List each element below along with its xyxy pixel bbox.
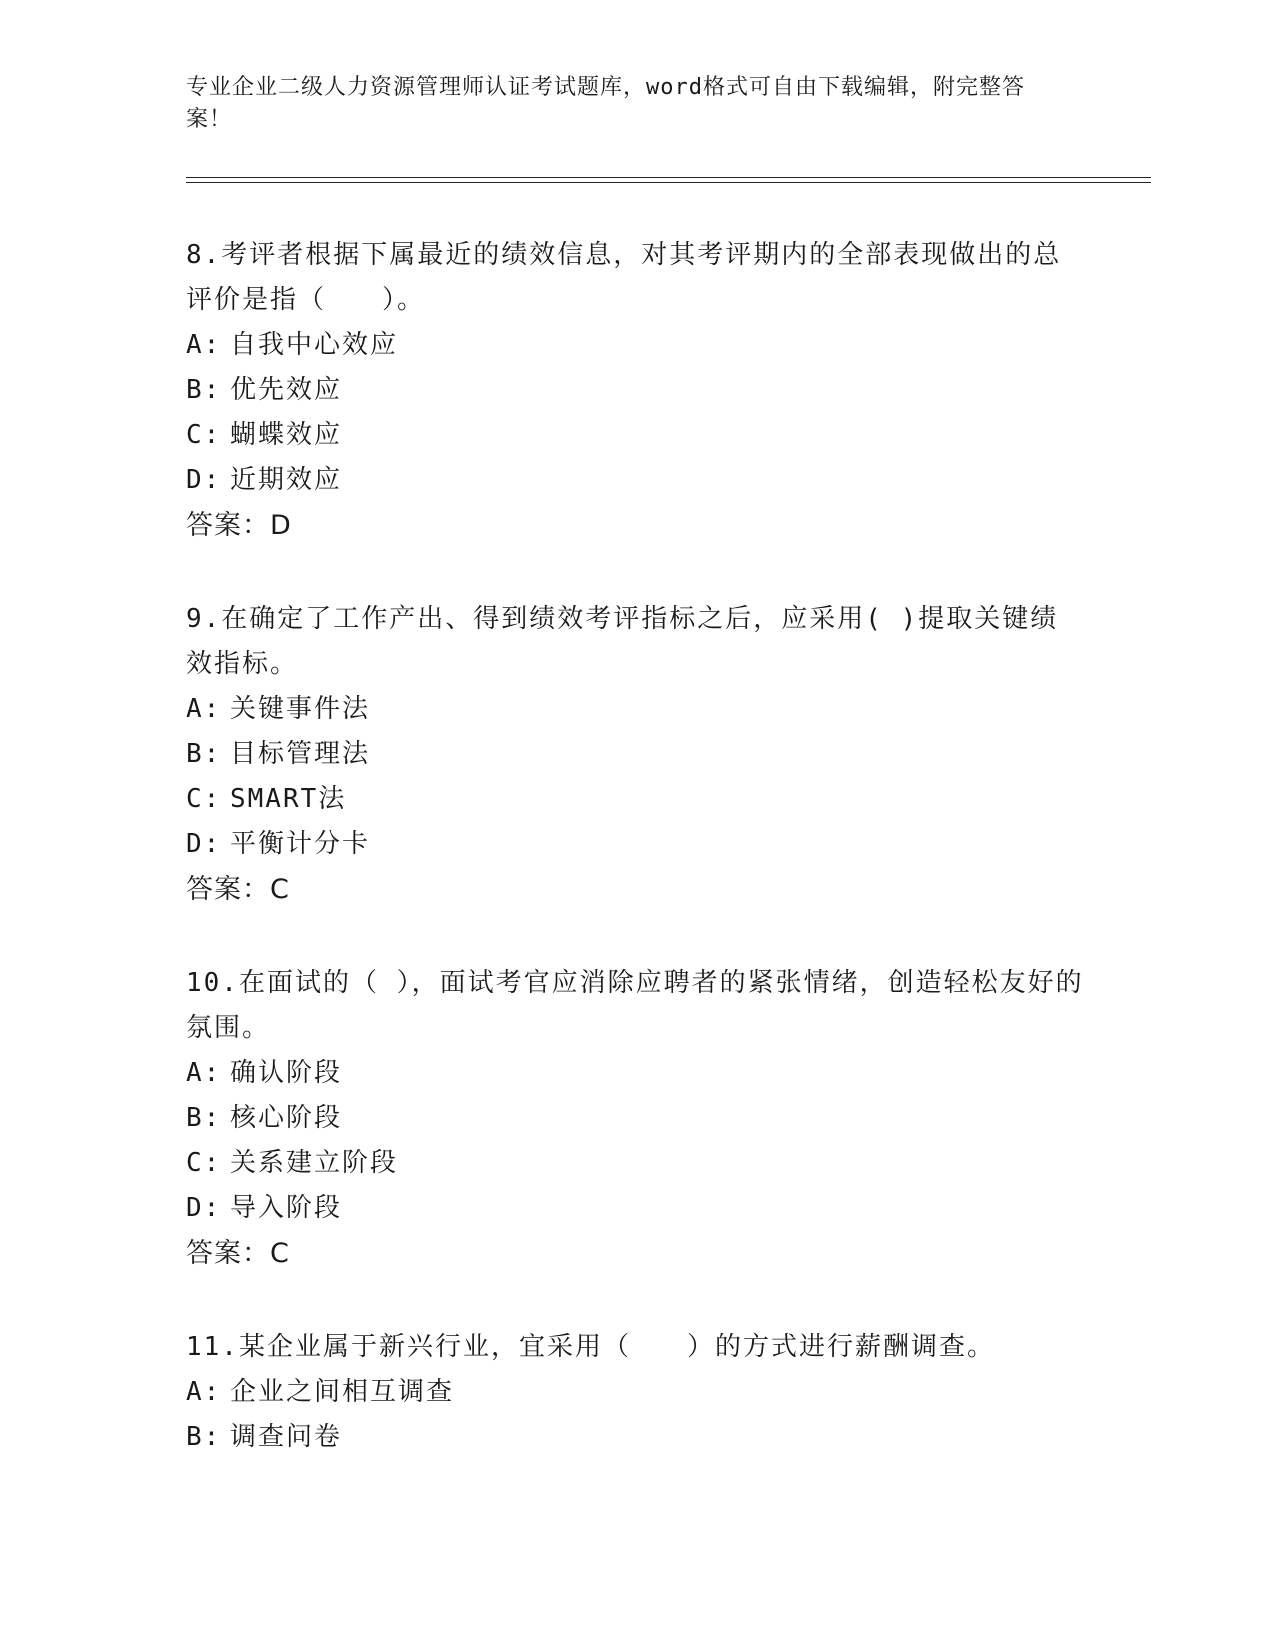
option-a xyxy=(186,1051,1086,1096)
option-text: 企业之间相互调查 xyxy=(230,1377,455,1407)
option-letter: A: xyxy=(186,330,222,360)
header-rule-top xyxy=(186,177,1151,178)
option-d xyxy=(186,1186,1086,1231)
option-text: 自我中心效应 xyxy=(230,330,399,360)
option-text: 关系建立阶段 xyxy=(230,1148,399,1178)
option-letter: A: xyxy=(186,1377,222,1407)
option-c xyxy=(186,1141,1086,1186)
document-header: 专业企业二级人力资源管理师认证考试题库，word格式可自由下载编辑，附完整答案！ xyxy=(186,75,1025,132)
option-letter: B: xyxy=(186,739,222,769)
option-text: 核心阶段 xyxy=(230,1103,343,1133)
option-a xyxy=(186,1370,1086,1415)
question-10 xyxy=(186,961,1086,1276)
option-b xyxy=(186,1415,1086,1460)
option-text: 近期效应 xyxy=(230,465,343,495)
option-text: 优先效应 xyxy=(230,375,343,405)
option-text: SMART法 xyxy=(230,784,347,814)
option-b xyxy=(186,368,1086,413)
option-d xyxy=(186,458,1086,503)
option-c xyxy=(186,777,1086,822)
question-8 xyxy=(186,233,1086,548)
option-letter: D: xyxy=(186,829,222,859)
question-stem: 11.某企业属于新兴行业，宜采用（ ）的方式进行薪酬调查。 xyxy=(186,1332,995,1362)
option-letter: A: xyxy=(186,1058,222,1088)
option-letter: B: xyxy=(186,375,222,405)
option-letter: D: xyxy=(186,465,222,495)
option-letter: A: xyxy=(186,694,222,724)
question-stem: 8.考评者根据下属最近的绩效信息，对其考评期内的全部表现做出的总评价是指（ ）。 xyxy=(186,240,1062,315)
option-letter: C: xyxy=(186,1148,222,1178)
option-b xyxy=(186,732,1086,777)
question-9 xyxy=(186,597,1086,912)
option-letter: D: xyxy=(186,1193,222,1223)
option-text: 确认阶段 xyxy=(230,1058,343,1088)
option-text: 关键事件法 xyxy=(230,694,371,724)
question-11 xyxy=(186,1325,1086,1460)
option-text: 目标管理法 xyxy=(230,739,371,769)
option-a xyxy=(186,323,1086,368)
option-c xyxy=(186,413,1086,458)
option-letter: C: xyxy=(186,784,222,814)
option-d xyxy=(186,822,1086,867)
option-text: 蝴蝶效应 xyxy=(230,420,343,450)
option-letter: B: xyxy=(186,1103,222,1133)
answer-line: 答案：C xyxy=(186,1238,290,1269)
question-stem: 9.在确定了工作产出、得到绩效考评指标之后，应采用( )提取关键绩效指标。 xyxy=(186,604,1059,679)
option-text: 导入阶段 xyxy=(230,1193,343,1223)
header-rule-bottom xyxy=(186,182,1151,183)
question-stem: 10.在面试的（ ），面试考官应消除应聘者的紧张情绪，创造轻松友好的氛围。 xyxy=(186,968,1084,1043)
option-letter: B: xyxy=(186,1422,222,1452)
option-text: 调查问卷 xyxy=(230,1422,343,1452)
option-b xyxy=(186,1096,1086,1141)
answer-line: 答案：C xyxy=(186,874,290,905)
option-a xyxy=(186,687,1086,732)
option-letter: C: xyxy=(186,420,222,450)
option-text: 平衡计分卡 xyxy=(230,829,371,859)
answer-line: 答案：D xyxy=(186,510,292,541)
